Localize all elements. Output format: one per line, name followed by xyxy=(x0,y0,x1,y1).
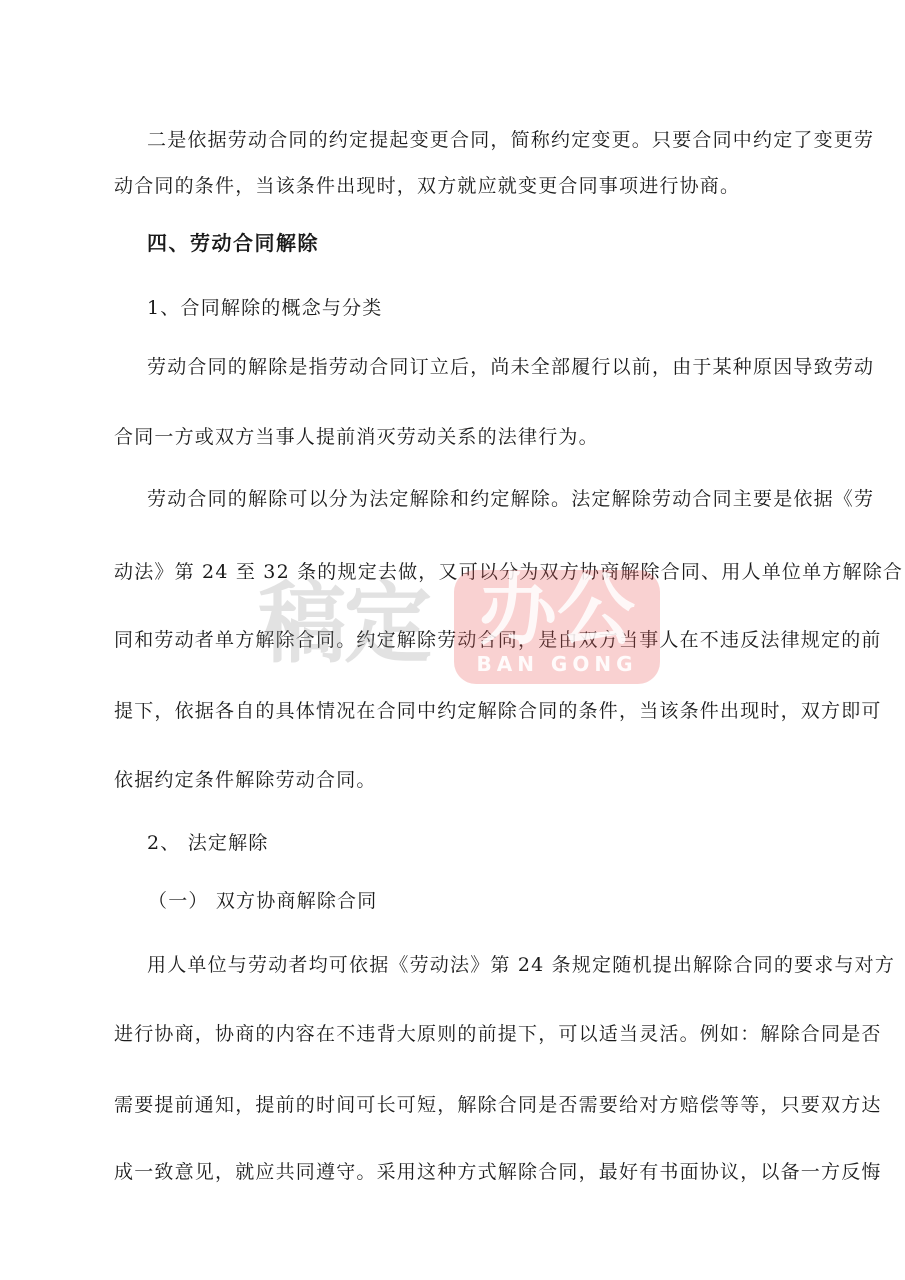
paragraph-line: 依据约定条件解除劳动合同。 xyxy=(114,769,377,791)
paragraph-line: 进行协商，协商的内容在不违背大原则的前提下，可以适当灵活。例如：解除合同是否 xyxy=(114,1023,882,1045)
paragraph-line: 动法》第 24 至 32 条的规定去做，又可以分为双方协商解除合同、用人单位单方解除合 xyxy=(114,561,904,583)
watermark-logo xyxy=(258,568,662,688)
paragraph-line: 劳动合同的解除是指劳动合同订立后，尚未全部履行以前，由于某种原因导致劳动 xyxy=(147,356,875,378)
paragraph-line: 合同一方或双方当事人提前消灭劳动关系的法律行为。 xyxy=(114,426,599,448)
paragraph-line: 动合同的条件，当该条件出现时，双方就应就变更合同事项进行协商。 xyxy=(114,175,741,197)
paragraph-line: 需要提前通知，提前的时间可长可短，解除合同是否需要给对方赔偿等等，只要双方达 xyxy=(114,1094,882,1116)
subsection-title: 2、 法定解除 xyxy=(147,832,269,854)
watermark-right-text: 办公 xyxy=(478,566,635,656)
subsection-title: 1、合同解除的概念与分类 xyxy=(147,297,383,319)
paragraph-line: 二是依据劳动合同的约定提起变更合同，简称约定变更。只要合同中约定了变更劳 xyxy=(147,129,875,151)
paragraph-line: 同和劳动者单方解除合同。约定解除劳动合同，是由双方当事人在不违反法律规定的前 xyxy=(114,629,882,651)
paragraph-line: 提下，依据各自的具体情况在合同中约定解除合同的条件，当该条件出现时，双方即可 xyxy=(114,700,882,722)
subsection-title: （一） 双方协商解除合同 xyxy=(148,890,378,912)
section-heading: 四、劳动合同解除 xyxy=(147,231,319,255)
watermark-left-text: 稿定 xyxy=(258,572,431,675)
watermark-badge xyxy=(454,566,660,684)
watermark-sub-text: BAN GONG xyxy=(476,652,638,676)
paragraph-line: 用人单位与劳动者均可依据《劳动法》第 24 条规定随机提出解除合同的要求与对方 xyxy=(147,954,896,976)
paragraph-line: 成一致意见，就应共同遵守。采用这种方式解除合同，最好有书面协议，以备一方反悔 xyxy=(114,1161,882,1183)
paragraph-line: 劳动合同的解除可以分为法定解除和约定解除。法定解除劳动合同主要是依据《劳 xyxy=(147,488,875,510)
